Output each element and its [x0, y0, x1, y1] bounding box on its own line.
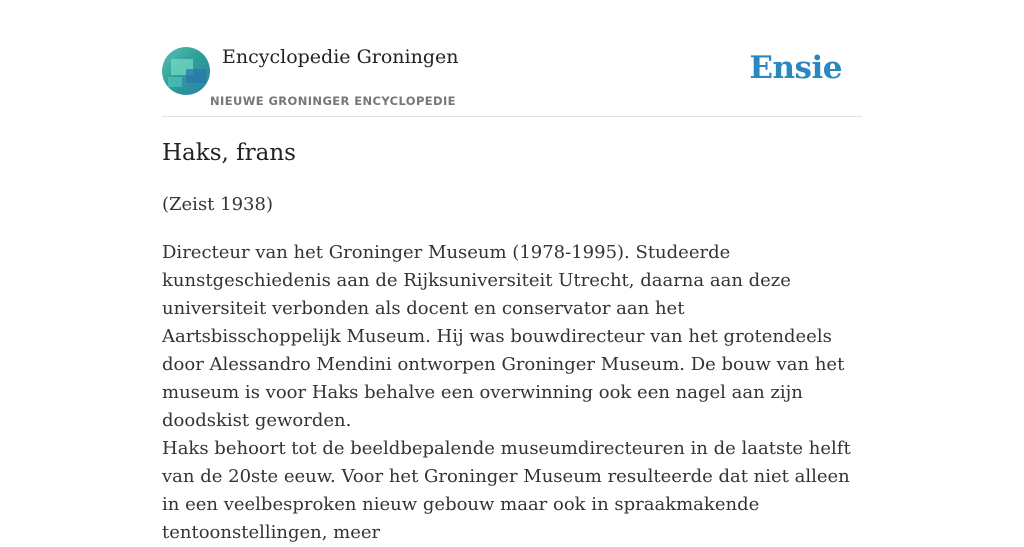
page-container	[162, 0, 862, 543]
article-title: Haks, frans	[162, 140, 296, 166]
article-paragraph: Directeur van het Groninger Museum (1978-1995). Studeerde kunstgeschiedenis aan de Rijksuniversiteit Utrecht, daarna aan deze universiteit verbonden als docent en conservator aan het Aartsbisschoppelijk Museum. Hij was bouwdirecteur van het grotendeels door Alessandro Mendini ontworpen Groninger Museum. De bouw van het museum is voor Haks behalve een overwinning ook een nagel aan zijn doodskist geworden.	[162, 242, 845, 431]
site-header	[162, 0, 862, 117]
article-subtitle: (Zeist 1938)	[162, 194, 273, 215]
article-paragraph: Haks behoort tot de beeldbepalende museumdirecteuren in de laatste helft van de 20ste eeuw. Voor het Groninger Museum resulteerde dat niet alleen in een veelbesproken nieuw gebouw maar ook in spraakmakende tentoonstellingen, meer	[162, 438, 851, 543]
avatar-image-shape	[186, 69, 206, 83]
site-subtitle: NIEUWE GRONINGER ENCYCLOPEDIE	[210, 94, 456, 108]
ensie-logo[interactable]: Ensie	[749, 50, 842, 86]
avatar-image-shape	[168, 77, 182, 87]
site-avatar[interactable]	[162, 47, 210, 95]
site-title-link[interactable]: Encyclopedie Groningen	[222, 46, 459, 68]
